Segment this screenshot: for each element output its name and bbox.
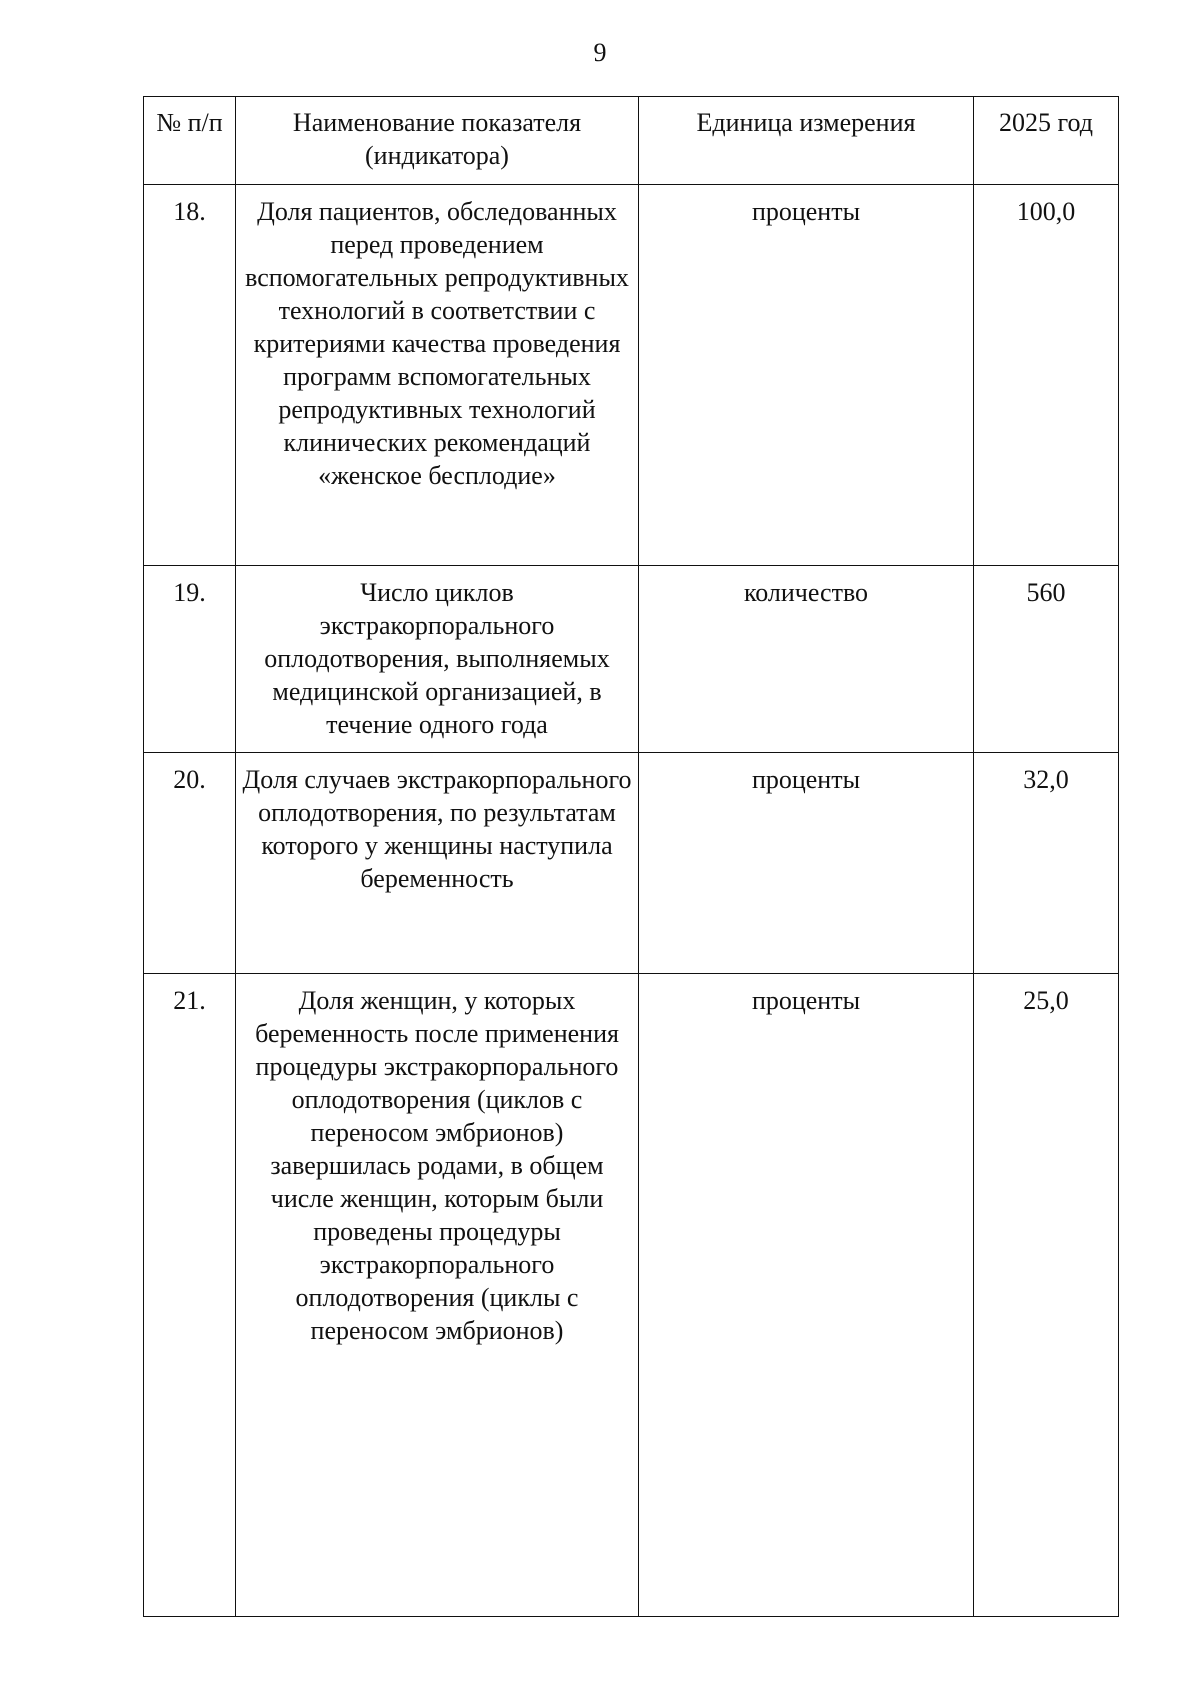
indicator-name: Доля женщин, у которых беременность после применения процедуры экстракорпорального оплодотворения (циклов с переносом эмбрионов) завершилась родами, в общем числе женщин, которым были проведены процедуры экстракорпорального оплодотворения (циклы с переносом эмбрионов) (236, 974, 639, 1617)
table-row (144, 753, 1119, 974)
indicator-value: 32,0 (974, 753, 1119, 974)
header-unit: Единица измерения (639, 97, 974, 185)
indicator-value: 560 (974, 566, 1119, 753)
indicator-name: Доля случаев экстракорпорального оплодотворения, по результатам которого у женщины наступила беременность (236, 753, 639, 974)
page-number: 9 (593, 38, 607, 67)
header-indicator-name: Наименование показателя (индикатора) (236, 97, 639, 185)
indicator-unit: проценты (639, 185, 974, 566)
table-row (144, 974, 1119, 1617)
indicator-unit: количество (639, 566, 974, 753)
header-number: № п/п (144, 97, 236, 185)
row-number: 18. (144, 185, 236, 566)
indicator-unit: проценты (639, 753, 974, 974)
header-year: 2025 год (974, 97, 1119, 185)
row-number: 19. (144, 566, 236, 753)
table-row (144, 566, 1119, 753)
indicator-name: Доля пациентов, обследованных перед проведением вспомогательных репродуктивных технологий в соответствии с критериями качества проведения программ вспомогательных репродуктивных технологий клинических рекомендаций «женское бесплодие» (236, 185, 639, 566)
indicator-name: Число циклов экстракорпорального оплодотворения, выполняемых медицинской организацией, в течение одного года (236, 566, 639, 753)
indicator-value: 100,0 (974, 185, 1119, 566)
table-header-row (144, 97, 1119, 185)
row-number: 21. (144, 974, 236, 1617)
row-number: 20. (144, 753, 236, 974)
indicator-value: 25,0 (974, 974, 1119, 1617)
table-row (144, 185, 1119, 566)
indicator-unit: проценты (639, 974, 974, 1617)
indicators-table (143, 96, 1119, 1617)
